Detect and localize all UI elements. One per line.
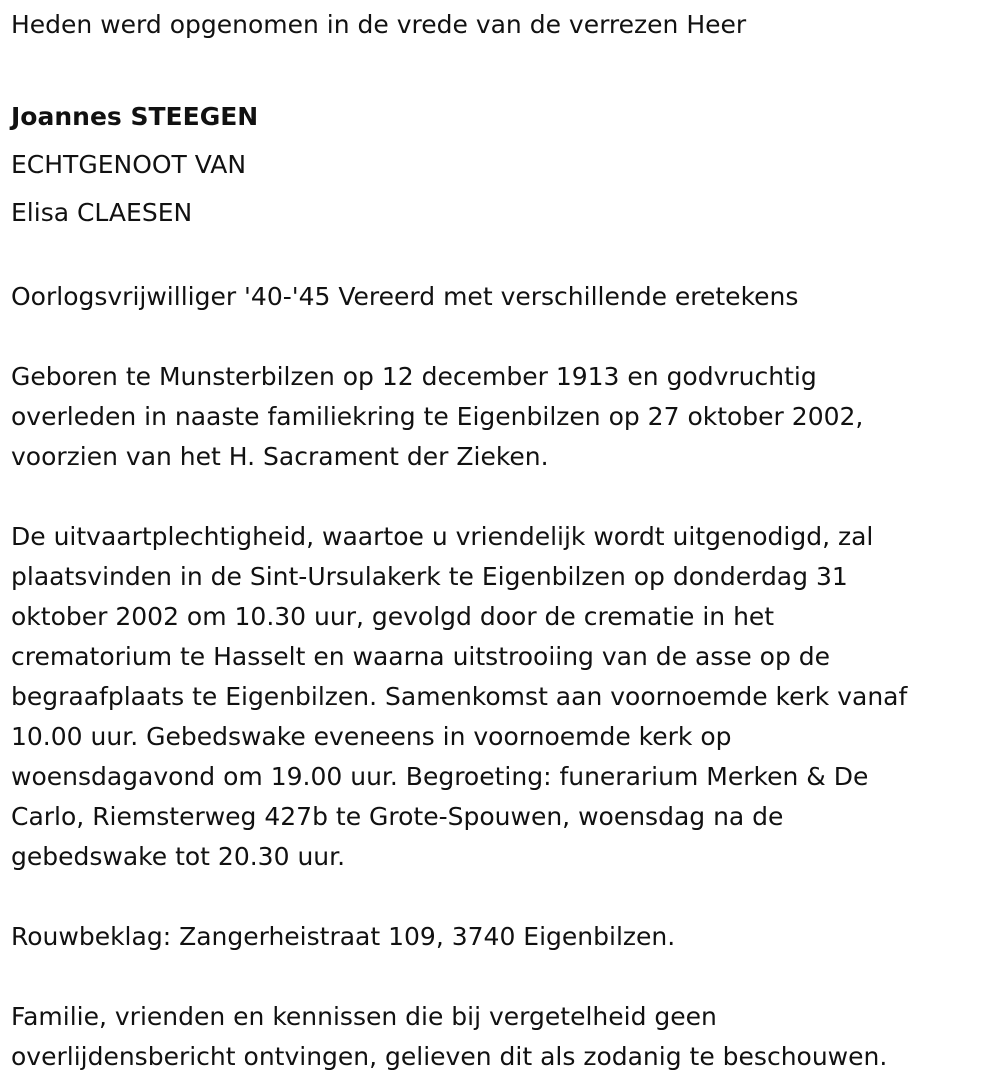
paragraph-line: voorzien van het H. Sacrament der Zieken.	[11, 442, 549, 471]
birth-death-paragraph	[11, 357, 990, 477]
spouse-name: Elisa CLAESEN	[11, 198, 193, 227]
paragraph-line: Carlo, Riemsterweg 427b te Grote-Spouwen, woensdag na de	[11, 802, 784, 831]
paragraph-line: De uitvaartplechtigheid, waartoe u vriendelijk wordt uitgenodigd, zal	[11, 522, 874, 551]
intro-line: Heden werd opgenomen in de vrede van de verrezen Heer	[11, 10, 747, 39]
honors-paragraph	[11, 277, 990, 317]
paragraph-line: overleden in naaste familiekring te Eigenbilzen op 27 oktober 2002,	[11, 402, 864, 431]
funeral-paragraph	[11, 517, 990, 877]
paragraph-line: oktober 2002 om 10.30 uur, gevolgd door de crematie in het	[11, 602, 775, 631]
paragraph-line: gebedswake tot 20.30 uur.	[11, 842, 346, 871]
paragraph-line: crematorium te Hasselt en waarna uitstrooiing van de asse op de	[11, 642, 831, 671]
honors-line: Oorlogsvrijwilliger '40-'45 Vereerd met verschillende eretekens	[11, 282, 799, 311]
paragraph-line: 10.00 uur. Gebedswake eveneens in voornoemde kerk op	[11, 722, 732, 751]
condolence-address: Rouwbeklag: Zangerheistraat 109, 3740 Eigenbilzen.	[11, 922, 676, 951]
paragraph-line: begraafplaats te Eigenbilzen. Samenkomst aan voornoemde kerk vanaf	[11, 682, 908, 711]
relation-label: ECHTGENOOT VAN	[11, 150, 247, 179]
paragraph-line: plaatsvinden in de Sint-Ursulakerk te Eigenbilzen op donderdag 31	[11, 562, 848, 591]
paragraph-line: woensdagavond om 19.00 uur. Begroeting: funerarium Merken & De	[11, 762, 869, 791]
paragraph-line: Familie, vrienden en kennissen die bij vergetelheid geen	[11, 1002, 717, 1031]
condolence-paragraph	[11, 917, 990, 957]
paragraph-line: overlijdensbericht ontvingen, gelieven dit als zodanig te beschouwen.	[11, 1042, 888, 1071]
closing-paragraph	[11, 997, 990, 1077]
paragraph-line: Geboren te Munsterbilzen op 12 december 1913 en godvruchtig	[11, 362, 817, 391]
deceased-name: Joannes STEEGEN	[11, 102, 259, 131]
